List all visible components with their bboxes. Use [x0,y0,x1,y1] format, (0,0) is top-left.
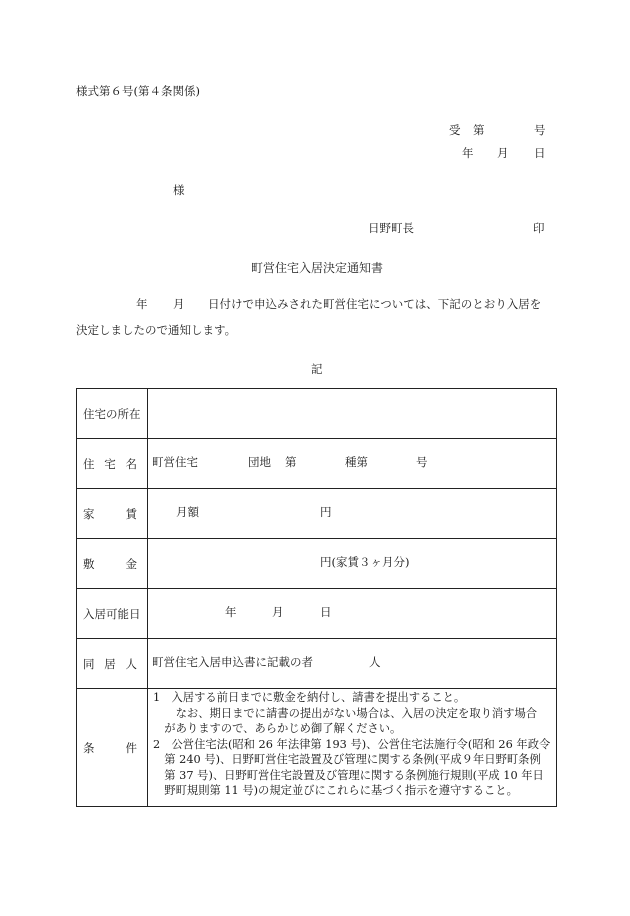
name-label: 住 宅 名 [83,456,137,471]
condition-line: なお、期日までに請書の提出がない場合は、入居の決定を取り消す場合 [153,706,538,720]
conditions-label: 条 件 [83,740,137,755]
receipt-label-uke: 受 [449,123,461,137]
household-value: 町営住宅入居申込書に記載の者 人 [148,639,557,689]
row-household [77,639,557,689]
condition-line: 1 入居する前日までに敷金を納付し、請書を提出すること。 [153,691,466,704]
addressee-honorific: 様 [173,183,185,197]
form-number: 様式第６号(第４条関係) [76,84,200,98]
row-deposit [77,539,557,589]
rent-value: 月額 円 [148,489,557,539]
decision-table [76,388,557,807]
conditions-value [148,689,557,807]
household-label: 同 居 人 [83,656,137,671]
ki-heading: 記 [311,362,323,376]
row-conditions [77,689,557,807]
date-month: 月 [497,146,509,160]
name-value: 町営住宅 団地 第 種第 号 [148,439,557,489]
row-rent [77,489,557,539]
condition-line: 第 37 号)、日野町営住宅設置及び管理に関する条例施行規則(平成 10 年日 [153,768,544,782]
condition-line: 第 240 号)、日野町営住宅設置及び管理に関する条例(平成９年日野町条例 [153,753,541,766]
body-line1: 日付けで申込みされた町営住宅については、下記のとおり入居を [208,297,542,311]
condition-line: 野町規則第 11 号)の規定並びにこれらに基づく指示を遵守すること。 [153,784,518,797]
available-value: 年 月 日 [148,589,557,639]
row-available-date [77,589,557,639]
location-label: 住宅の所在 [77,389,148,439]
date-day: 日 [534,146,546,160]
body-line2: 決定しましたので通知します。 [76,323,237,337]
receipt-label-dai: 第 [473,123,485,137]
condition-line: 2 公営住宅法(昭和 26 年法律第 193 号)、公営住宅法施行令(昭和 26 年政令 [153,737,551,751]
row-name [77,439,557,489]
body-month: 月 [173,297,185,311]
seal-mark: 印 [533,221,545,235]
receipt-label-go: 号 [534,123,546,137]
condition-line: がありますので、あらかじめ御了解ください。 [153,722,402,735]
document-title: 町営住宅入居決定通知書 [251,261,384,275]
date-year: 年 [462,146,474,160]
deposit-label: 敷 金 [83,556,137,571]
row-location [77,389,557,439]
deposit-value: 円(家賃３ヶ月分) [148,539,557,589]
body-year: 年 [136,297,148,311]
available-label: 入居可能日 [77,589,148,639]
location-value [148,389,557,439]
sender-name: 日野町長 [368,221,414,235]
rent-label: 家 賃 [83,506,137,521]
